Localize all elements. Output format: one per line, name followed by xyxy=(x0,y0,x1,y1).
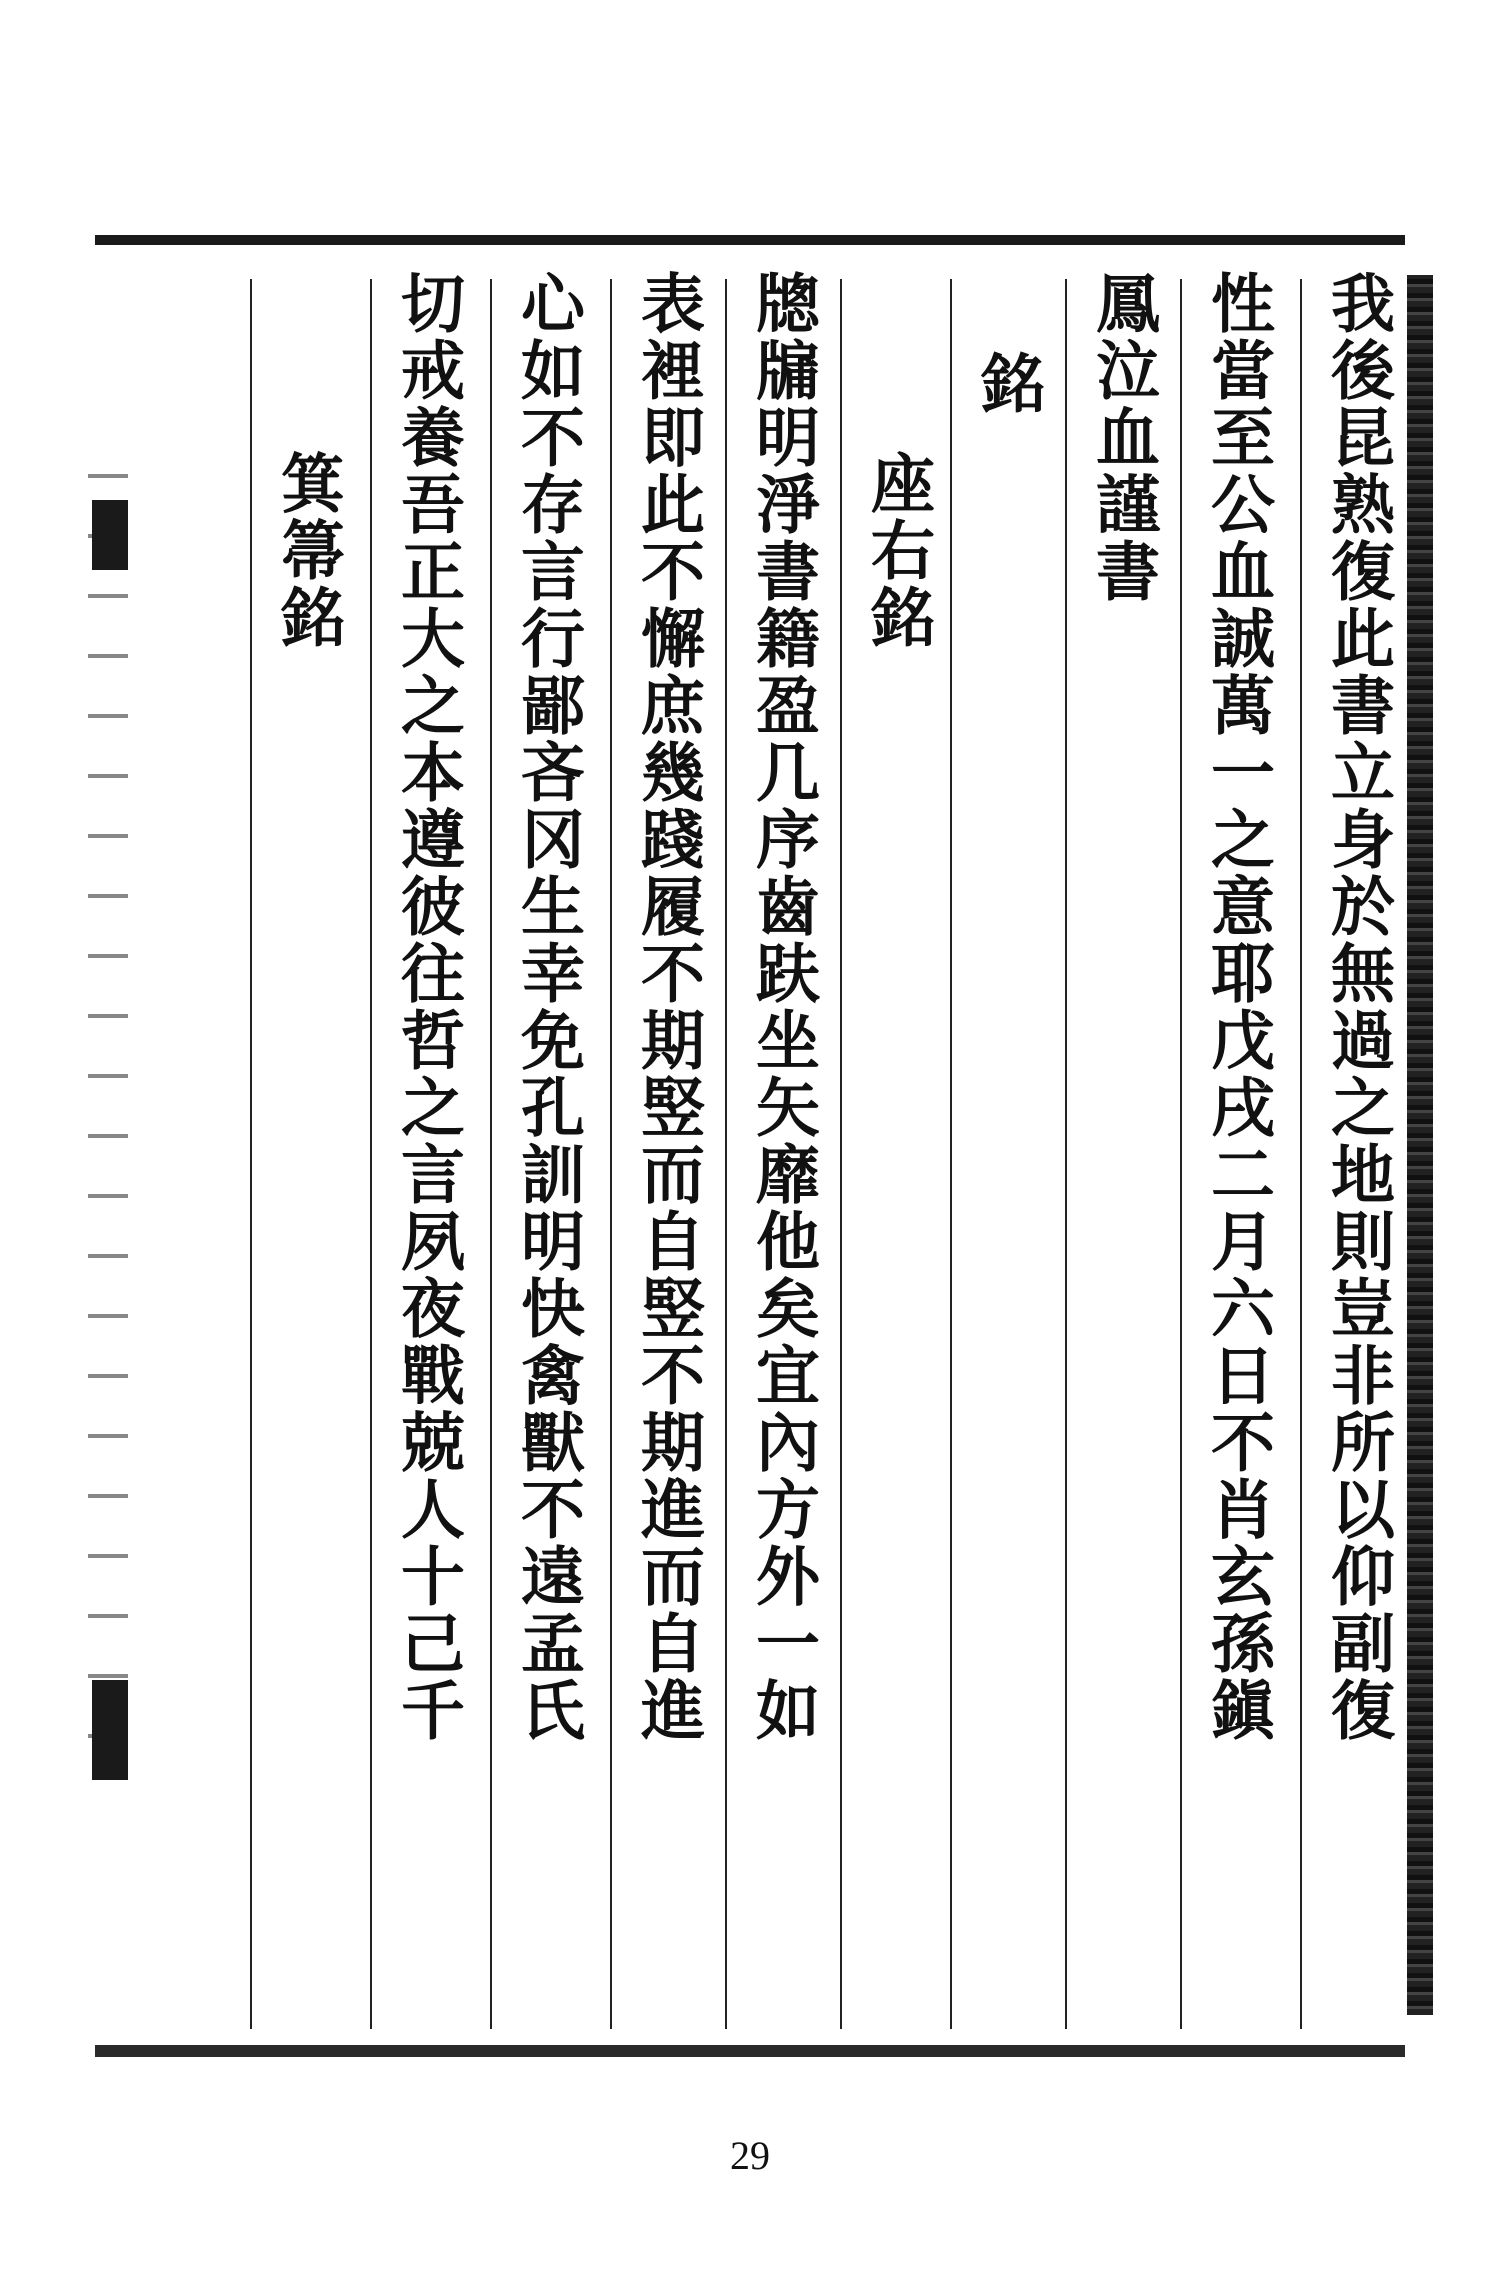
binding-edge-mark xyxy=(92,500,128,570)
text-column-8: 心如不存言行鄙吝冈生幸免孔訓明快禽獸不遠孟氏 xyxy=(510,270,585,1744)
column-rule xyxy=(610,279,612,2029)
column-rule xyxy=(725,279,727,2029)
text-column-9: 切戒養吾正大之本遵彼往哲之言夙夜戰兢人十己千 xyxy=(390,270,465,1744)
text-column-7: 表裡即此不懈庶幾踐履不期竪而自竪不期進而自進 xyxy=(630,270,705,1744)
heading-zuoyouming: 座右銘 xyxy=(860,450,935,651)
column-rule xyxy=(1180,279,1182,2029)
column-rule xyxy=(950,279,952,2029)
text-column-1: 我後昆熟復此書立身於無過之地則豈非所以仰副復 xyxy=(1320,270,1395,1744)
column-rule xyxy=(1065,279,1067,2029)
text-column-3: 鳳泣血謹書 xyxy=(1085,270,1160,605)
heading-ming: 銘 xyxy=(970,350,1045,417)
column-rule xyxy=(490,279,492,2029)
page-number: 29 xyxy=(730,2133,770,2178)
binding-edge-strip xyxy=(88,460,128,1760)
column-rule xyxy=(250,279,252,2029)
column-rule xyxy=(1300,279,1302,2029)
column-rule xyxy=(840,279,842,2029)
text-column-2: 性當至公血誠萬一之意耶戊戌二月六日不肖玄孫鎭 xyxy=(1200,270,1275,1744)
column-rule xyxy=(370,279,372,2029)
heading-jizhouming: 箕箒銘 xyxy=(270,450,345,651)
binding-edge-mark xyxy=(92,1680,128,1780)
text-column-6: 牕牖明淨書籍盈几序齒趺坐矢靡他矣宜內方外一如 xyxy=(745,270,820,1744)
page-border-frame xyxy=(95,235,1405,2057)
